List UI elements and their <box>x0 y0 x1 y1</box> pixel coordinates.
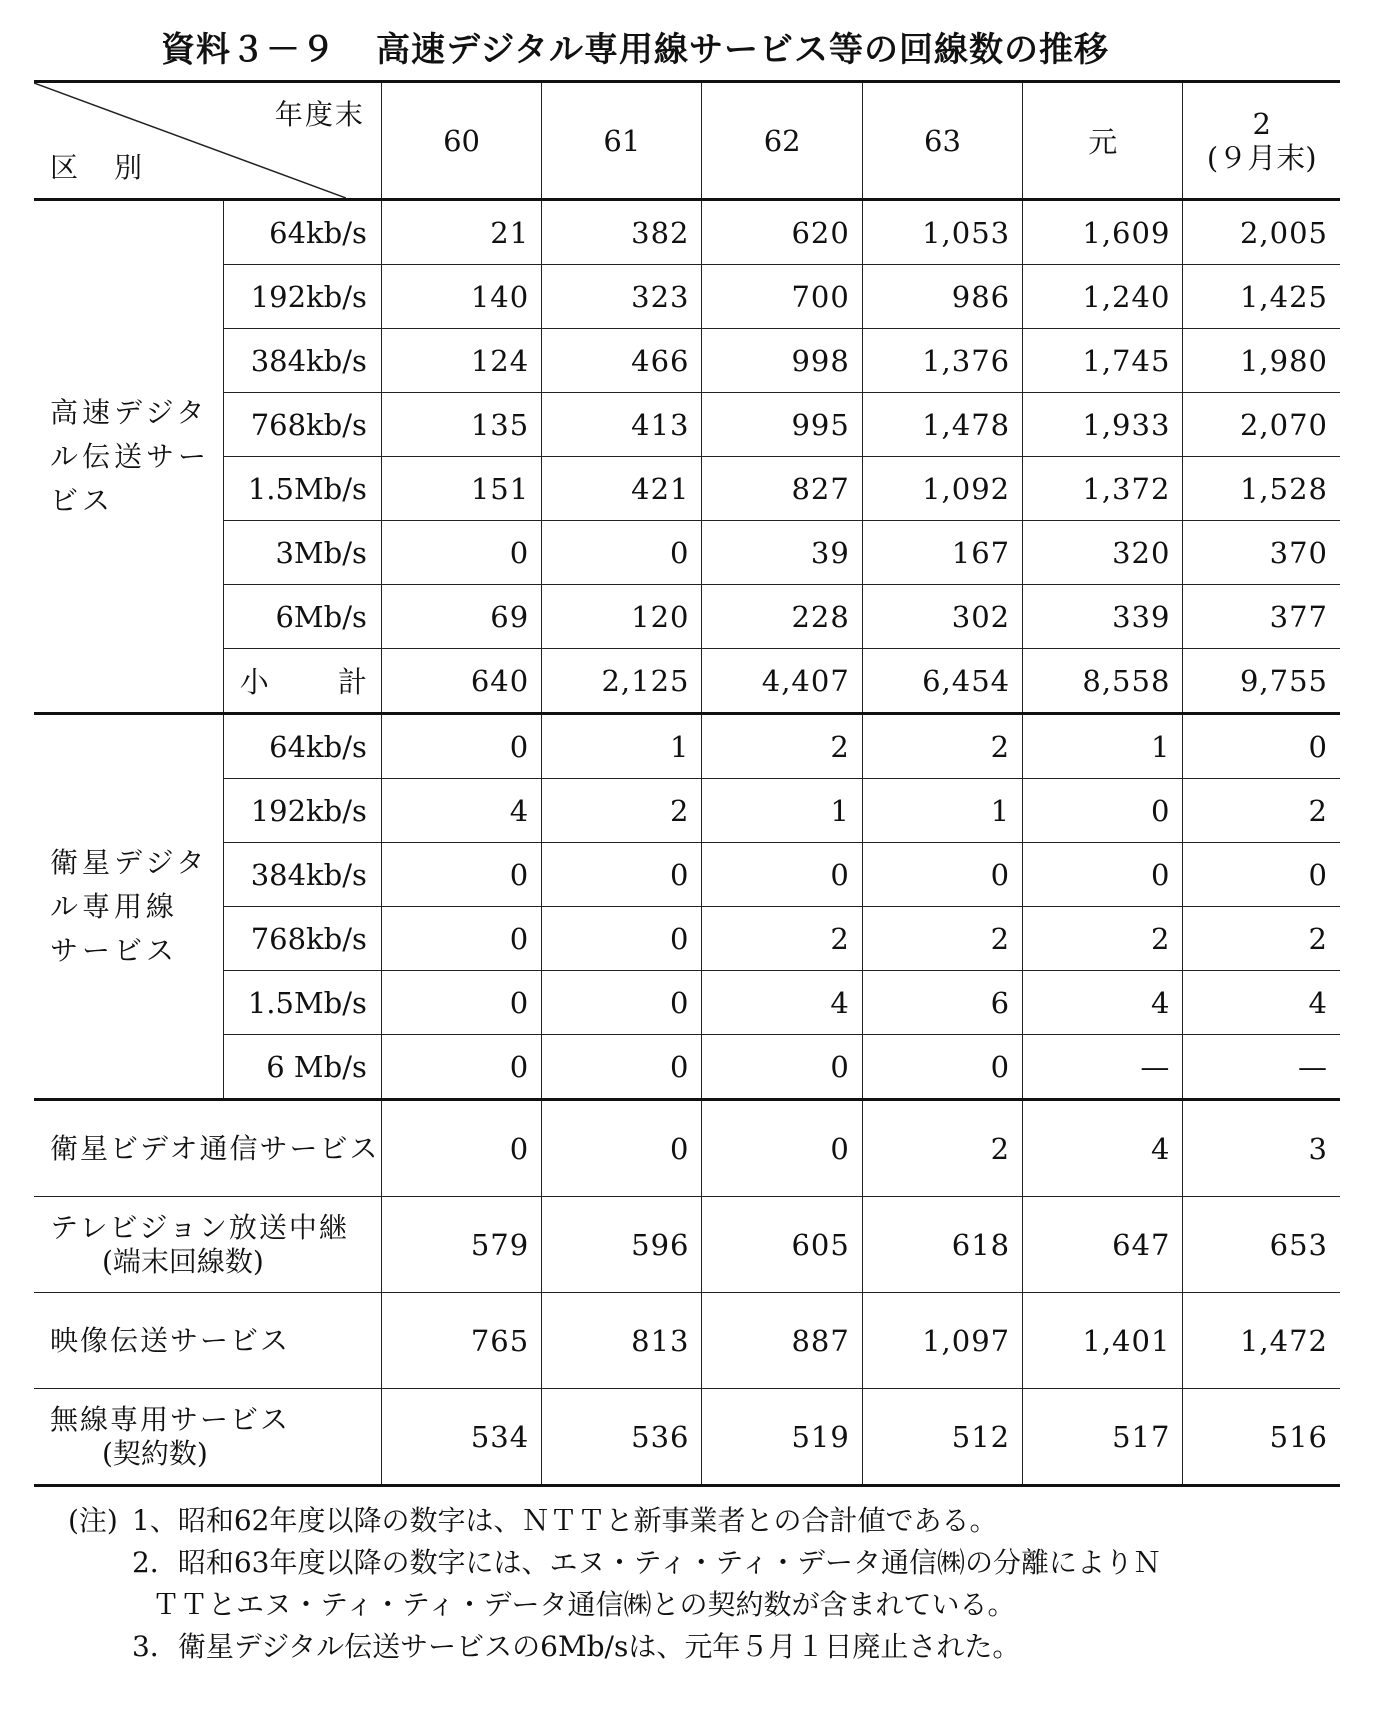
year-header-last: 2 (９月末) <box>1183 82 1340 200</box>
high-speed-digital-group <box>34 200 1340 714</box>
value-cell: 0 <box>542 1100 702 1197</box>
value-cell: 0 <box>702 1100 862 1197</box>
table-row <box>34 1100 1340 1197</box>
category-label: 映像伝送サービス <box>34 1293 381 1389</box>
table-row <box>34 585 1340 649</box>
subtotal-value: 9,755 <box>1183 649 1340 714</box>
table-row <box>34 265 1340 329</box>
value-cell: 1,376 <box>862 329 1022 393</box>
value-cell: 647 <box>1023 1197 1183 1293</box>
value-cell: 0 <box>381 1100 541 1197</box>
value-cell: 0 <box>381 521 541 585</box>
value-cell: 813 <box>542 1293 702 1389</box>
value-cell: 618 <box>862 1197 1022 1293</box>
value-cell: 2 <box>1023 907 1183 971</box>
value-cell: 1 <box>862 779 1022 843</box>
value-cell: 2 <box>702 714 862 779</box>
rate-label: 768kb/s <box>223 393 381 457</box>
table-row <box>34 1293 1340 1389</box>
value-cell: 413 <box>542 393 702 457</box>
table-row <box>34 714 1340 779</box>
table-row <box>34 843 1340 907</box>
value-cell: 512 <box>862 1389 1022 1486</box>
title-text: 高速デジタル専用線サービス等の回線数の推移 <box>376 30 1109 70</box>
value-cell: 995 <box>702 393 862 457</box>
header-row <box>34 82 1340 200</box>
value-cell: 0 <box>1023 843 1183 907</box>
value-cell: 887 <box>702 1293 862 1389</box>
year-header: 元 <box>1023 82 1183 200</box>
value-cell: 1,980 <box>1183 329 1340 393</box>
value-cell: 0 <box>1023 779 1183 843</box>
year-header: 63 <box>862 82 1022 200</box>
value-cell: 653 <box>1183 1197 1340 1293</box>
table-row <box>34 329 1340 393</box>
value-cell: 0 <box>542 907 702 971</box>
value-cell: 339 <box>1023 585 1183 649</box>
subtotal-value: 4,407 <box>702 649 862 714</box>
value-cell: 4 <box>1183 971 1340 1035</box>
value-cell: 2 <box>1183 779 1340 843</box>
subtotal-value: 6,454 <box>862 649 1022 714</box>
value-cell: 370 <box>1183 521 1340 585</box>
value-cell: 6 <box>862 971 1022 1035</box>
value-cell: 0 <box>542 971 702 1035</box>
value-cell: 167 <box>862 521 1022 585</box>
note-2: 2．昭和63年度以降の数字には、エヌ・ティ・ティ・データ通信㈱の分離によりＮ <box>132 1546 1161 1579</box>
table-row <box>34 971 1340 1035</box>
value-cell: 519 <box>702 1389 862 1486</box>
category-label: テレビジョン放送中継 (端末回線数) <box>34 1197 381 1293</box>
other-services-group <box>34 1100 1340 1486</box>
value-cell: 516 <box>1183 1389 1340 1486</box>
value-cell: 4 <box>1023 1100 1183 1197</box>
value-cell: 2 <box>862 1100 1022 1197</box>
category-label: 衛星ビデオ通信サービス <box>34 1100 381 1197</box>
rate-label: 1.5Mb/s <box>223 971 381 1035</box>
value-cell: 517 <box>1023 1389 1183 1486</box>
value-cell: 1,401 <box>1023 1293 1183 1389</box>
value-cell: 1,528 <box>1183 457 1340 521</box>
rate-label: 6Mb/s <box>223 585 381 649</box>
rate-label: 384kb/s <box>223 329 381 393</box>
value-cell: 0 <box>702 1035 862 1100</box>
table-row <box>34 779 1340 843</box>
rate-label: 64kb/s <box>223 714 381 779</box>
corner-category-label: 区 別 <box>50 151 143 184</box>
value-cell: 0 <box>702 843 862 907</box>
value-cell: 0 <box>542 843 702 907</box>
table-row <box>34 457 1340 521</box>
value-cell: 140 <box>381 265 541 329</box>
year-header: 62 <box>702 82 862 200</box>
value-cell: 421 <box>542 457 702 521</box>
value-cell: 536 <box>542 1389 702 1486</box>
value-cell: 0 <box>381 971 541 1035</box>
value-cell: 151 <box>381 457 541 521</box>
value-cell: 124 <box>381 329 541 393</box>
value-cell: 700 <box>702 265 862 329</box>
value-cell: 998 <box>702 329 862 393</box>
subtotal-label: 小 計 <box>223 649 381 714</box>
rate-label: 384kb/s <box>223 843 381 907</box>
notes <box>68 1500 1328 1668</box>
value-cell: 1,933 <box>1023 393 1183 457</box>
rate-label: 64kb/s <box>223 200 381 265</box>
value-cell: 0 <box>542 1035 702 1100</box>
table-row <box>34 521 1340 585</box>
value-cell: 377 <box>1183 585 1340 649</box>
value-cell: 534 <box>381 1389 541 1486</box>
table-row <box>34 1035 1340 1100</box>
value-cell: 1,240 <box>1023 265 1183 329</box>
value-cell: 0 <box>862 1035 1022 1100</box>
value-cell: 2 <box>862 907 1022 971</box>
corner-header-cell <box>34 82 381 200</box>
value-cell: 1,745 <box>1023 329 1183 393</box>
value-cell: 2 <box>542 779 702 843</box>
value-cell: 1,609 <box>1023 200 1183 265</box>
circuit-count-table <box>34 80 1340 1487</box>
value-cell: 596 <box>542 1197 702 1293</box>
satellite-digital-group <box>34 714 1340 1100</box>
note-1: 1、昭和62年度以降の数字は、ＮＴＴと新事業者との合計値である。 <box>132 1504 998 1537</box>
note-3: 3．衛星デジタル伝送サービスの6Mb/sは、元年５月１日廃止された。 <box>132 1630 1021 1663</box>
value-cell: 0 <box>381 843 541 907</box>
rate-label: 192kb/s <box>223 779 381 843</box>
value-cell: 0 <box>542 521 702 585</box>
notes-label: (注) <box>68 1504 118 1537</box>
value-cell: 466 <box>542 329 702 393</box>
year-header: 60 <box>381 82 541 200</box>
value-cell: 0 <box>381 714 541 779</box>
value-cell: 0 <box>381 1035 541 1100</box>
value-cell: 1,472 <box>1183 1293 1340 1389</box>
title-number: 資料３－９ <box>161 30 337 70</box>
table-row <box>34 1197 1340 1293</box>
year-header: 61 <box>542 82 702 200</box>
value-cell: 4 <box>381 779 541 843</box>
value-cell: 39 <box>702 521 862 585</box>
value-cell: 135 <box>381 393 541 457</box>
table-row <box>34 1389 1340 1486</box>
value-cell: 0 <box>862 843 1022 907</box>
corner-year-label: 年度末 <box>274 98 365 131</box>
value-cell: 2,070 <box>1183 393 1340 457</box>
value-cell: 382 <box>542 200 702 265</box>
value-cell: 579 <box>381 1197 541 1293</box>
subtotal-value: 2,125 <box>542 649 702 714</box>
table-row <box>34 200 1340 265</box>
value-cell: 2 <box>1183 907 1340 971</box>
value-cell: 320 <box>1023 521 1183 585</box>
rate-label: 768kb/s <box>223 907 381 971</box>
value-cell: 1,425 <box>1183 265 1340 329</box>
rate-label: 1.5Mb/s <box>223 457 381 521</box>
value-cell: 2 <box>702 907 862 971</box>
rate-label: 3Mb/s <box>223 521 381 585</box>
subtotal-value: 8,558 <box>1023 649 1183 714</box>
value-cell: 0 <box>1183 714 1340 779</box>
value-cell: 986 <box>862 265 1022 329</box>
value-cell: 1,478 <box>862 393 1022 457</box>
value-cell: 302 <box>862 585 1022 649</box>
value-cell: 2,005 <box>1183 200 1340 265</box>
value-cell: 3 <box>1183 1100 1340 1197</box>
value-cell: 1 <box>702 779 862 843</box>
value-cell: 1,053 <box>862 200 1022 265</box>
value-cell: 4 <box>702 971 862 1035</box>
value-cell: 1,092 <box>862 457 1022 521</box>
document-title <box>0 22 1270 71</box>
table-row <box>34 907 1340 971</box>
value-cell: 827 <box>702 457 862 521</box>
value-cell: 69 <box>381 585 541 649</box>
rate-label: 192kb/s <box>223 265 381 329</box>
subtotal-value: 640 <box>381 649 541 714</box>
rate-label: 6 Mb/s <box>223 1035 381 1100</box>
value-cell: 228 <box>702 585 862 649</box>
value-cell: 4 <box>1023 971 1183 1035</box>
note-2-continued: ＴＴとエヌ・ティ・ティ・データ通信㈱との契約数が含まれている。 <box>152 1588 1016 1621</box>
value-cell: — <box>1183 1035 1340 1100</box>
value-cell: 605 <box>702 1197 862 1293</box>
value-cell: 1,372 <box>1023 457 1183 521</box>
group-label: 衛星デジタ ル専用線 サービス <box>34 714 223 1100</box>
value-cell: 21 <box>381 200 541 265</box>
value-cell: 1,097 <box>862 1293 1022 1389</box>
value-cell: 1 <box>542 714 702 779</box>
category-label: 無線専用サービス (契約数) <box>34 1389 381 1486</box>
value-cell: 0 <box>381 907 541 971</box>
table-row <box>34 393 1340 457</box>
value-cell: 1 <box>1023 714 1183 779</box>
value-cell: 765 <box>381 1293 541 1389</box>
value-cell: — <box>1023 1035 1183 1100</box>
subtotal-row <box>34 649 1340 714</box>
value-cell: 323 <box>542 265 702 329</box>
value-cell: 0 <box>1183 843 1340 907</box>
value-cell: 120 <box>542 585 702 649</box>
value-cell: 2 <box>862 714 1022 779</box>
value-cell: 620 <box>702 200 862 265</box>
group-label: 高速デジタ ル伝送サー ビス <box>34 200 223 714</box>
